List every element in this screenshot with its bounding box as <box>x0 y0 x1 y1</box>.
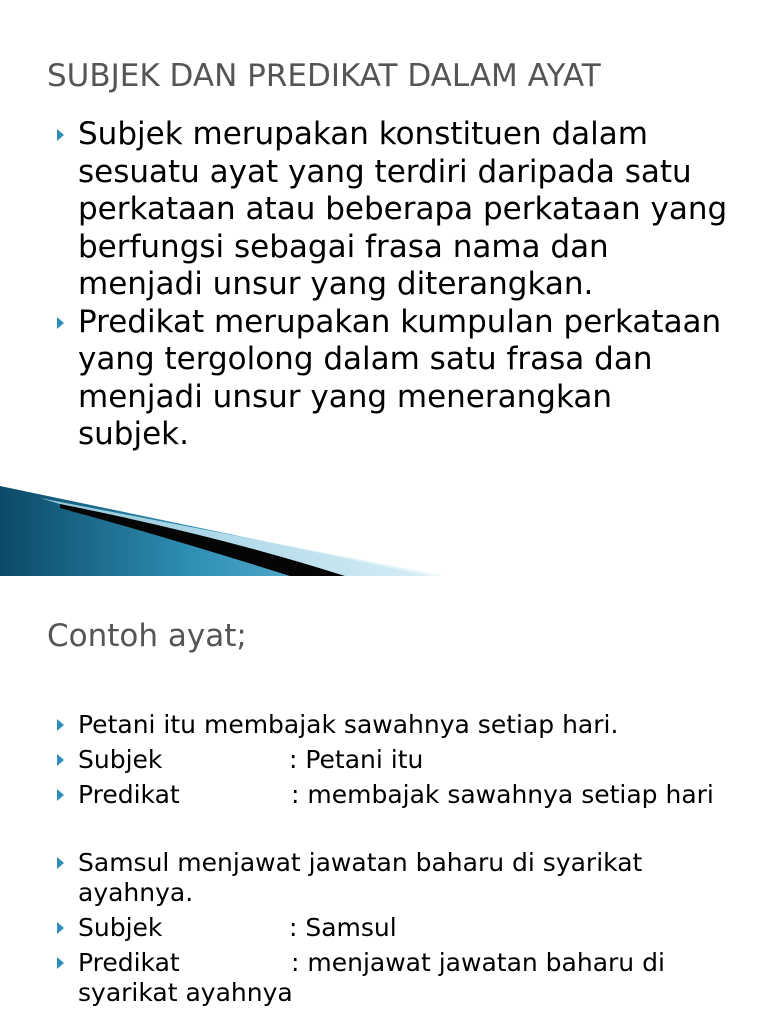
arrow-bullet-icon <box>57 957 64 969</box>
list-item <box>48 745 728 775</box>
decorative-swoosh <box>0 476 768 576</box>
list-item <box>48 710 728 740</box>
arrow-bullet-icon <box>57 317 64 329</box>
list-item <box>48 780 728 810</box>
example-sentence: Petani itu membajak sawahnya setiap hari. <box>78 710 619 739</box>
subject-label: Subjek <box>78 745 163 774</box>
list-item <box>48 913 728 943</box>
arrow-bullet-icon <box>57 789 64 801</box>
example-list <box>48 710 728 1013</box>
slide-title: Contoh ayat; <box>47 618 247 654</box>
list-item <box>48 948 728 1008</box>
subject-value: : Samsul <box>289 913 397 942</box>
definition-list <box>48 116 728 454</box>
arrow-bullet-icon <box>57 754 64 766</box>
arrow-bullet-icon <box>57 922 64 934</box>
predicate-label: Predikat <box>78 948 180 977</box>
arrow-bullet-icon <box>57 129 64 141</box>
example-sentence: Samsul menjawat jawatan baharu di syarikat ayahnya. <box>78 848 643 907</box>
subject-definition: Subjek merupakan konstituen dalam sesuatu ayat yang terdiri daripada satu perkataan atau beberapa perkataan yang berfungsi sebagai frasa nama dan menjadi unsur yang diterangkan. <box>78 116 728 302</box>
subject-value: : Petani itu <box>289 745 424 774</box>
list-item <box>48 304 728 454</box>
subject-label: Subjek <box>78 913 163 942</box>
predicate-value: : membajak sawahnya setiap hari <box>291 780 714 809</box>
slide-title: SUBJEK DAN PREDIKAT DALAM AYAT <box>47 58 601 94</box>
arrow-bullet-icon <box>57 719 64 731</box>
predicate-label: Predikat <box>78 780 180 809</box>
slide-examples <box>0 576 768 1024</box>
list-item <box>48 848 728 908</box>
list-item <box>48 116 728 304</box>
predicate-definition: Predikat merupakan kumpulan perkataan yang tergolong dalam satu frasa dan menjadi unsur yang menerangkan subjek. <box>78 303 722 452</box>
arrow-bullet-icon <box>57 857 64 869</box>
predicate-value: : menjawat jawatan baharu di syarikat ayahnya <box>78 948 665 1007</box>
